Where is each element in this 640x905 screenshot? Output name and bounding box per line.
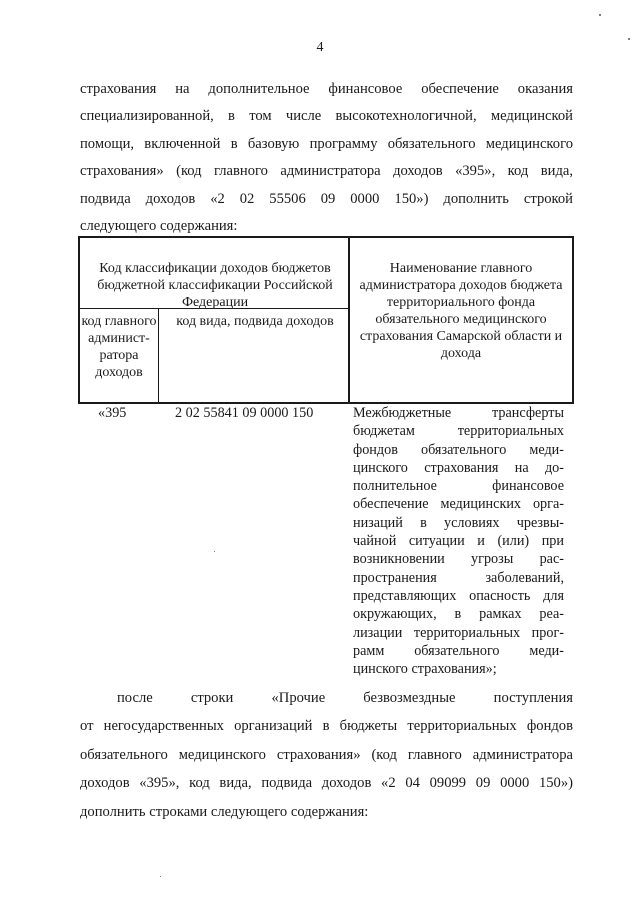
- row-name-line: низаций в условиях чрезвы-: [353, 514, 564, 531]
- row-name-line: возникновении угрозы рас-: [353, 551, 564, 568]
- table-border-right: [572, 236, 574, 404]
- row-name-line: полнительное финансовое: [353, 478, 564, 495]
- row-name-line: цинского страхования»;: [353, 661, 497, 678]
- intro-paragraph: [80, 76, 573, 240]
- paragraph-line: обязательного медицинского страхования» (код главного администратора: [80, 746, 573, 763]
- row-income-code: 2 02 55841 09 0000 150: [175, 405, 314, 421]
- paragraph-line: следующего содержания:: [80, 218, 238, 235]
- table-border-top: [78, 236, 574, 238]
- paragraph-line: дополнить строками следующего содержания:: [80, 803, 369, 820]
- paragraph-line: подвида доходов «2 02 55506 09 0000 150») дополнить строкой: [80, 190, 573, 207]
- paragraph-line: помощи, включенной в базовую программу обязательного медицинского: [80, 135, 573, 152]
- paragraph-line: специализированной, в том числе высокотехнологичной, медицинской: [80, 108, 573, 125]
- row-name-line: пространения заболеваний,: [353, 569, 564, 586]
- header-admin-code: код главного админист-ратора доходов: [81, 314, 157, 380]
- row-name-line: чайной ситуации и (или) при: [353, 533, 564, 550]
- row-name-line: рамм обязательного меди-: [353, 642, 564, 659]
- paragraph-line: от негосударственных организаций в бюджеты территориальных фондов: [80, 718, 573, 735]
- paragraph-line: страхования на дополнительное финансовое обеспечение оказания: [80, 81, 573, 97]
- table-divider-sub-vertical: [158, 308, 159, 404]
- closing-paragraph: [80, 684, 573, 826]
- header-administrator-name: Наименование главного администратора доходов бюджета территориального фонда обязательного медицинского страхования Самарской области и дохода: [359, 261, 563, 361]
- row-name-line: обеспечение медицинских орга-: [353, 496, 564, 513]
- paragraph-line: доходов «395», код вида, подвида доходов «2 04 09099 09 0000 150»): [80, 775, 573, 792]
- row-name-line: фондов обязательного меди-: [353, 441, 564, 458]
- scan-speck: [160, 876, 161, 877]
- row-income-name: [353, 404, 564, 678]
- paragraph-line: страхования» (код главного администратора доходов «395», код вида,: [80, 163, 573, 180]
- paragraph-line: после строки «Прочие безвозмездные поступления: [117, 690, 573, 706]
- scan-speck: [628, 38, 630, 40]
- scan-speck: [599, 14, 601, 16]
- row-name-line: бюджетам территориальных: [353, 423, 564, 440]
- scan-speck: [214, 551, 215, 552]
- row-name-line: представляющих опасность для: [353, 587, 564, 604]
- row-name-line: окружающих, в рамках реа-: [353, 606, 564, 623]
- row-admin-code: «395: [98, 405, 127, 421]
- page-number: 4: [316, 40, 324, 55]
- classification-table-header: [78, 236, 574, 404]
- header-income-type-code: код вида, подвида доходов: [176, 314, 334, 329]
- header-codes-group: Код классификации доходов бюджетов бюджетной классификации Российской Федерации: [97, 261, 333, 310]
- row-name-line: цинского страхования на до-: [353, 459, 564, 476]
- row-name-line: лизации территориальных прог-: [353, 624, 564, 641]
- row-name-line: Межбюджетные трансферты: [353, 405, 564, 421]
